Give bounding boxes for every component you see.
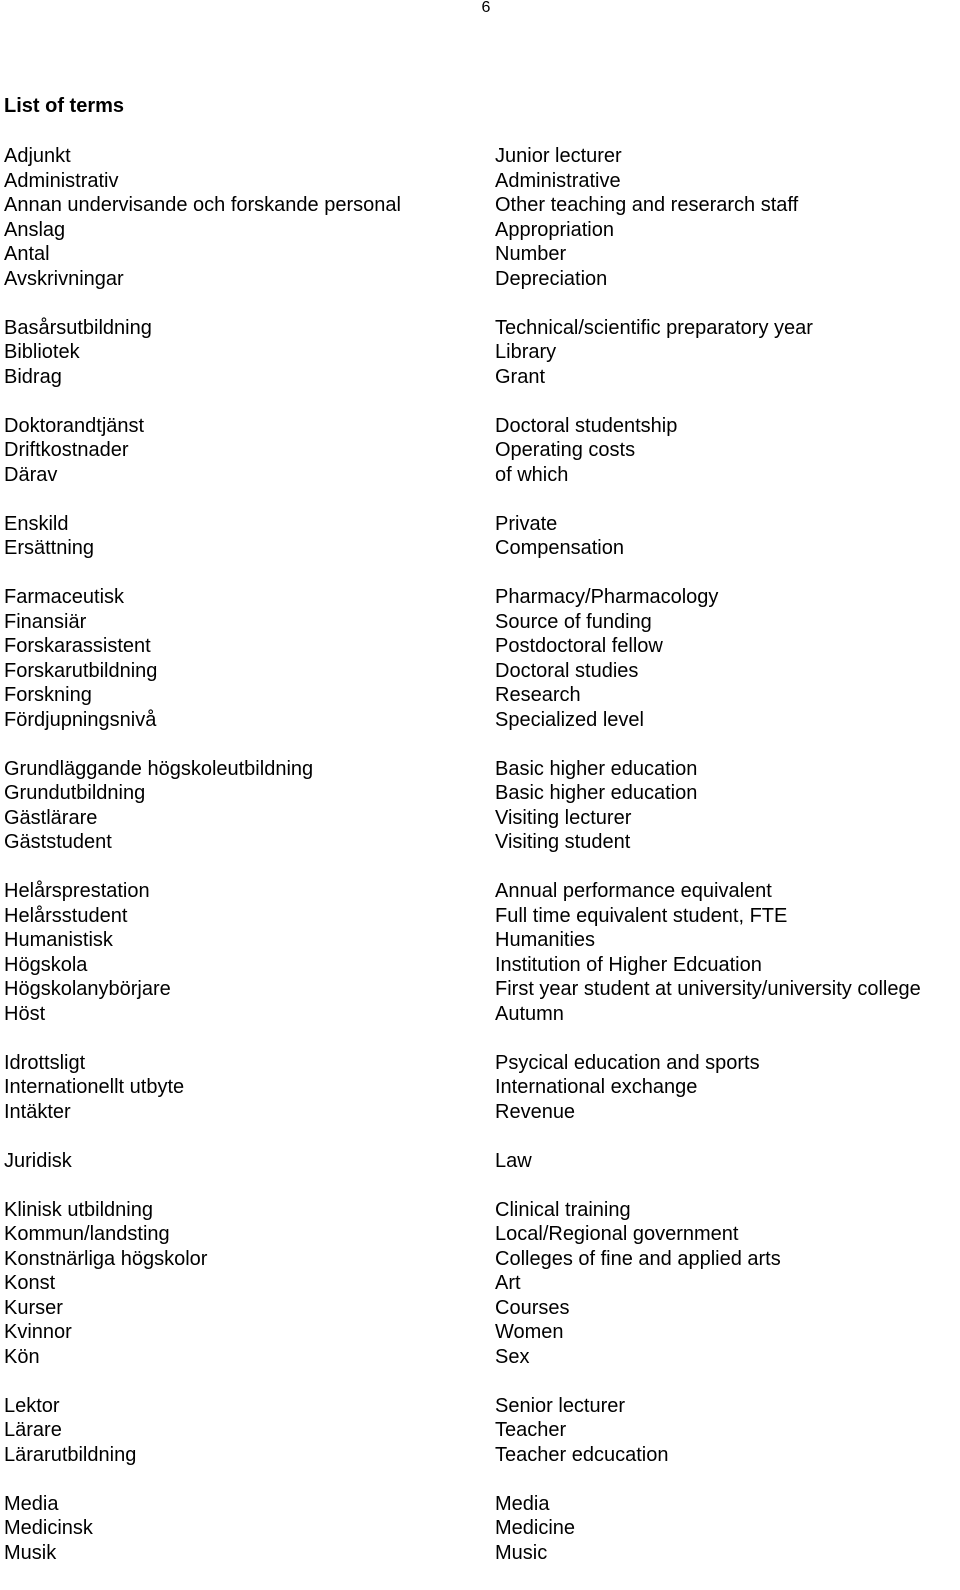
swedish-term: Annan undervisande och forskande personal <box>4 194 401 216</box>
swedish-term: Humanistisk <box>4 929 113 951</box>
swedish-term: Kurser <box>4 1296 63 1319</box>
english-term: Local/Regional government <box>495 1223 739 1245</box>
term-row <box>4 904 960 929</box>
term-row <box>4 1394 960 1419</box>
swedish-term: Adjunkt <box>4 145 71 167</box>
swedish-term: Basårsutbildning <box>4 316 152 339</box>
term-row <box>4 953 960 978</box>
english-term: Appropriation <box>495 218 614 241</box>
term-row <box>4 1051 960 1076</box>
term-row <box>4 879 960 904</box>
swedish-term: Gäststudent <box>4 831 112 853</box>
page-number: 6 <box>481 0 491 16</box>
swedish-term: Kön <box>4 1345 40 1368</box>
swedish-term: Kommun/landsting <box>4 1223 170 1245</box>
term-row <box>4 1002 960 1027</box>
term-row <box>4 365 960 390</box>
term-group <box>4 757 960 855</box>
swedish-term: Lärarutbildning <box>4 1443 137 1466</box>
english-term: Library <box>495 341 557 363</box>
term-row <box>4 144 960 169</box>
english-term: Teacher <box>495 1419 567 1441</box>
term-row <box>4 1541 960 1566</box>
english-term: Clinical training <box>495 1198 631 1221</box>
term-row <box>4 1247 960 1272</box>
english-term: Teacher edcucation <box>495 1443 669 1466</box>
swedish-term: Bibliotek <box>4 341 80 363</box>
term-group <box>4 414 960 488</box>
swedish-term: Bidrag <box>4 365 62 388</box>
english-term: Basic higher education <box>495 757 698 780</box>
swedish-term: Helårsprestation <box>4 880 150 902</box>
term-row <box>4 1516 960 1541</box>
term-row <box>4 267 960 292</box>
term-row <box>4 1492 960 1517</box>
swedish-term: Grundutbildning <box>4 782 146 804</box>
swedish-term: Lektor <box>4 1394 60 1417</box>
term-row <box>4 414 960 439</box>
term-row <box>4 193 960 218</box>
swedish-term: Medicinsk <box>4 1517 93 1539</box>
term-row <box>4 1345 960 1370</box>
swedish-term: Forskarassistent <box>4 635 151 657</box>
english-term: Sex <box>495 1345 530 1368</box>
english-term: Junior lecturer <box>495 145 622 167</box>
term-group <box>4 512 960 561</box>
english-term: Research <box>495 684 581 706</box>
term-row <box>4 463 960 488</box>
swedish-term: Enskild <box>4 512 69 535</box>
term-row <box>4 218 960 243</box>
english-term: of which <box>495 463 569 486</box>
term-group <box>4 1051 960 1125</box>
english-term: Administrative <box>495 169 621 192</box>
swedish-term: Forskarutbildning <box>4 659 158 682</box>
swedish-term: Fördjupningsnivå <box>4 708 157 731</box>
swedish-term: Juridisk <box>4 1149 72 1172</box>
term-group <box>4 1149 960 1174</box>
english-term: Humanities <box>495 929 596 951</box>
term-row <box>4 659 960 684</box>
swedish-term: Lärare <box>4 1419 62 1441</box>
term-row <box>4 1320 960 1345</box>
term-row <box>4 316 960 341</box>
term-row <box>4 1418 960 1443</box>
term-row <box>4 536 960 561</box>
term-row <box>4 1198 960 1223</box>
swedish-term: Driftkostnader <box>4 439 129 461</box>
english-term: Grant <box>495 365 546 388</box>
swedish-term: Kvinnor <box>4 1321 72 1343</box>
english-term: Compensation <box>495 537 624 559</box>
english-term: Art <box>495 1272 521 1294</box>
english-term: Law <box>495 1149 532 1172</box>
swedish-term: Media <box>4 1492 59 1515</box>
swedish-term: Högskolanybörjare <box>4 978 171 1000</box>
term-row <box>4 757 960 782</box>
term-row <box>4 977 960 1002</box>
term-row <box>4 340 960 365</box>
english-term: Private <box>495 512 558 535</box>
english-term: Pharmacy/Pharmacology <box>495 586 719 608</box>
english-term: Medicine <box>495 1517 576 1539</box>
english-term: Doctoral studentship <box>495 414 678 437</box>
swedish-term: Doktorandtjänst <box>4 414 145 437</box>
term-row <box>4 830 960 855</box>
english-term: Other teaching and reserarch staff <box>495 194 799 216</box>
term-group <box>4 879 960 1026</box>
english-term: Colleges of fine and applied arts <box>495 1247 781 1270</box>
term-row <box>4 683 960 708</box>
term-row <box>4 928 960 953</box>
term-list <box>4 144 960 1590</box>
term-group <box>4 1198 960 1370</box>
english-term: Women <box>495 1321 564 1343</box>
english-term: Visiting lecturer <box>495 806 632 829</box>
term-row <box>4 708 960 733</box>
term-row <box>4 585 960 610</box>
english-term: Full time equivalent student, FTE <box>495 904 788 927</box>
swedish-term: Grundläggande högskoleutbildning <box>4 757 314 780</box>
swedish-term: Antal <box>4 243 50 265</box>
swedish-term: Ersättning <box>4 537 95 559</box>
term-row <box>4 1296 960 1321</box>
term-row <box>4 1271 960 1296</box>
english-term: Institution of Higher Edcuation <box>495 953 762 976</box>
swedish-term: Gästlärare <box>4 806 98 829</box>
page-title: List of terms <box>4 95 125 117</box>
swedish-term: Anslag <box>4 218 66 241</box>
term-row <box>4 806 960 831</box>
english-term: Courses <box>495 1296 570 1319</box>
english-term: Depreciation <box>495 267 608 290</box>
term-group <box>4 1394 960 1468</box>
term-row <box>4 1443 960 1468</box>
english-term: Operating costs <box>495 439 636 461</box>
term-row <box>4 1149 960 1174</box>
term-row <box>4 781 960 806</box>
term-group <box>4 1492 960 1566</box>
english-term: International exchange <box>495 1076 698 1098</box>
swedish-term: Idrottsligt <box>4 1051 86 1074</box>
swedish-term: Därav <box>4 463 58 486</box>
term-group <box>4 585 960 732</box>
swedish-term: Konst <box>4 1272 56 1294</box>
swedish-term: Finansiär <box>4 610 87 633</box>
swedish-term: Helårsstudent <box>4 904 128 927</box>
swedish-term: Intäkter <box>4 1100 71 1123</box>
term-row <box>4 438 960 463</box>
term-row <box>4 169 960 194</box>
swedish-term: Forskning <box>4 684 92 706</box>
english-term: Annual performance equivalent <box>495 880 772 902</box>
swedish-term: Högskola <box>4 953 88 976</box>
english-term: First year student at university/university college <box>495 978 921 1000</box>
english-term: Psycical education and sports <box>495 1051 760 1074</box>
term-row <box>4 610 960 635</box>
term-group <box>4 144 960 291</box>
english-term: Visiting student <box>495 831 631 853</box>
term-row <box>4 512 960 537</box>
english-term: Senior lecturer <box>495 1394 626 1417</box>
term-row <box>4 242 960 267</box>
swedish-term: Administrativ <box>4 169 119 192</box>
term-row <box>4 1075 960 1100</box>
english-term: Autumn <box>495 1002 564 1025</box>
swedish-term: Farmaceutisk <box>4 586 125 608</box>
english-term: Specialized level <box>495 708 644 731</box>
term-row <box>4 634 960 659</box>
english-term: Revenue <box>495 1100 576 1123</box>
english-term: Doctoral studies <box>495 659 639 682</box>
term-group <box>4 316 960 390</box>
term-row <box>4 1100 960 1125</box>
english-term: Postdoctoral fellow <box>495 635 663 657</box>
english-term: Media <box>495 1492 550 1515</box>
swedish-term: Musik <box>4 1541 57 1564</box>
english-term: Technical/scientific preparatory year <box>495 316 813 339</box>
swedish-term: Avskrivningar <box>4 267 124 290</box>
english-term: Source of funding <box>495 610 652 633</box>
english-term: Number <box>495 243 567 265</box>
swedish-term: Klinisk utbildning <box>4 1198 153 1221</box>
swedish-term: Internationellt utbyte <box>4 1076 185 1098</box>
english-term: Basic higher education <box>495 782 698 804</box>
english-term: Music <box>495 1541 548 1564</box>
term-row <box>4 1222 960 1247</box>
swedish-term: Konstnärliga högskolor <box>4 1247 208 1270</box>
swedish-term: Höst <box>4 1002 46 1025</box>
